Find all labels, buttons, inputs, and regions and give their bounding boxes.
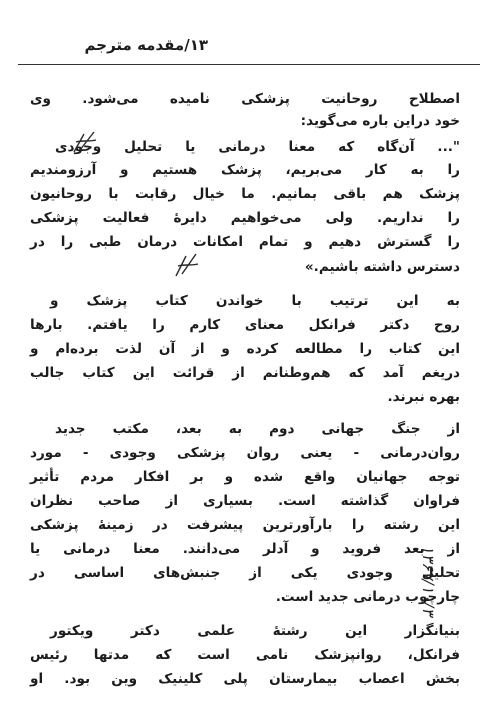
text-line: بنیانگزار این رشتهٔ علمی دکتر ویکتور	[50, 623, 460, 639]
text-line: بهره نبرند.	[387, 389, 460, 405]
handwritten-check-mark	[172, 250, 202, 280]
handwritten-margin-note: ۱۳۶۷/۱۰/۳	[419, 545, 438, 616]
text-line: از بعد فروید و آدلر می‌دانند. معنا درمانی یا	[30, 541, 460, 557]
handwritten-check-mark	[70, 128, 100, 158]
text-line: چارچوب درمانی جدید است.	[275, 589, 460, 605]
text-line: فرانکل، روانپزشک نامی است که مدتها رئیس	[30, 647, 460, 663]
text-line: را به کار می‌بریم، پزشک هستیم و آرزومندیم	[30, 162, 460, 178]
text-line: فراوان گذاشته است. بسیاری از صاحب نظران	[30, 493, 460, 509]
text-line: اصطلاح روحانیت پزشکی نامیده می‌شود. وی	[30, 91, 460, 107]
text-line: خود دراین باره می‌گوید:	[300, 113, 460, 129]
header-rule	[18, 64, 480, 65]
text-line: تحلیل وجودی یکی از جنبش‌های اساسی در	[30, 565, 460, 581]
page-header: ۱۳/مقدمه مترجم	[84, 36, 208, 54]
text-line: توجه جهانیان واقع شده و بر افکار مردم تأثیر	[30, 469, 460, 485]
text-line: دریغم آمد که هم‌وطنانم از قرائت این کتاب جالب	[30, 365, 460, 381]
text-line: پزشک هم باقی بمانیم. ما خیال رقابت با روحانیون	[30, 186, 460, 202]
text-line: را نداریم. ولی می‌خواهیم دایرهٔ فعالیت پزشکی	[30, 210, 460, 226]
text-line: این کتاب را مطالعه کرده و از آن لذت برده‌ام و	[30, 341, 460, 357]
text-line: روح دکتر فرانکل معنای کارم را یافتم. بارها	[30, 317, 460, 333]
text-line: "... آن‌گاه که معنا درمانی یا تحلیل وجودی	[55, 139, 460, 155]
text-line: بخش اعصاب بیمارستان پلی کلینیک وین بود. او	[30, 671, 460, 687]
text-line: از جنگ جهانی دوم به بعد، مکتب جدید	[55, 421, 460, 437]
text-line: را گسترش دهیم و تمام امکانات درمان طبی را در	[30, 234, 460, 250]
text-line: دسترس داشته باشیم.»	[304, 259, 460, 275]
text-line: به این ترتیب با خواندن کتاب پزشک و	[50, 293, 460, 309]
text-line: این رشته را بارآورترین پیشرفت در زمینهٔ پزشکی	[30, 517, 460, 533]
text-line: روان‌درمانی - یعنی روان پزشکی وجودی - مورد	[30, 445, 460, 461]
